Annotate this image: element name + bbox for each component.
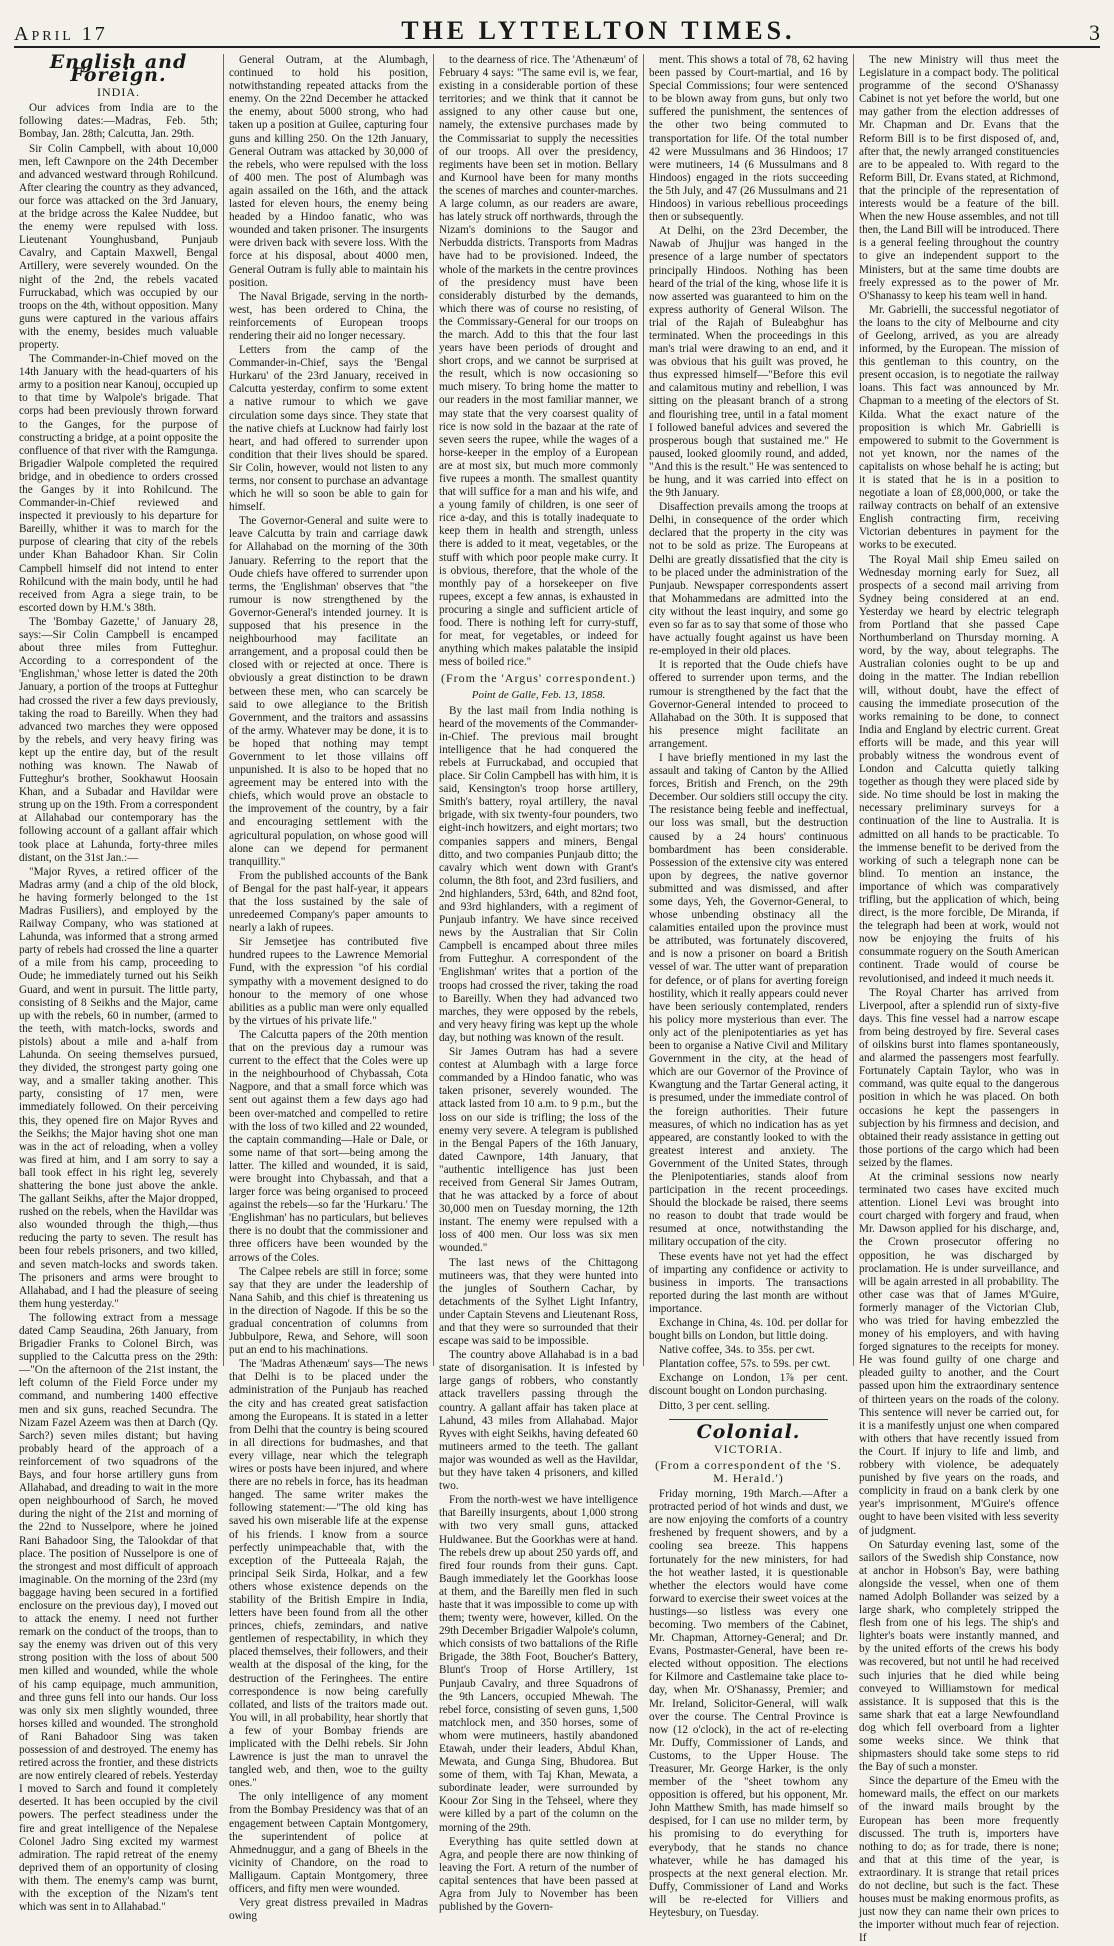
article-paragraph: Mr. Gabrielli, the successful negotiator of the loans to the city of Melbourne and city of Geelong, arrived, as you are already informed, by the European. The mission of this gentleman to this country, on the present occasion, is to negotiate the railway loans. This fact was announced by Mr. Chapman to a meeting of the electors of St. Kilda. What the exact nature of the proposition is which Mr. Gabrielli is empowered to submit to the Government is not yet known, nor the names of the capitalists on whose behalf he is acting; but it is stated that he is in a position to negotiate a loan of £8,000,000, or take the railway contracts on behalf of an extensive English contracting firm, receiving Victorian debentures in payment for the works to be executed. bbox=[859, 303, 1059, 552]
article-paragraph: Exchange in China, 4s. 10d. per dollar for bought bills on London, but little doing. bbox=[649, 1317, 848, 1343]
sub-heading: VICTORIA. bbox=[713, 1441, 784, 1456]
article-paragraph: Disaffection prevails among the troops at Delhi, in consequence of the order which declared that the property in the city was not to be sold as prize. The Europeans at Delhi are greatly dissatisfied that the city is to be placed under the administration of the Punjaub. Newspaper correspondents assert that Mohammedans are admitted into the city without the least inquiry, and some go even so far as to say that some of those who have actually fought against us have been re-employed in their old places. bbox=[649, 501, 848, 658]
article-paragraph: The 'Madras Athenæum' says—The news that Delhi is to be placed under the administration of the Punjaub has reached the city and has created great satisfaction among the Europeans. It is stated in a letter from Delhi that the country is being scoured in all directions for budmashes, and that every village, near which the telegraph wires or posts have been injured, and where there are no rebels in force, has its headman hanged. The same writer makes the following statement:—"The old king has saved his own miserable life at the expense of his friends. I know from a source perfectly unimpeachable that, with the exception of the Putteeala Rajah, the principal Seik Sirda, Holkar, and a few others whose existence depends on the stability of the British Empire in India, letters have been found from all the other princes, chiefs, zemindars, and native gentlemen of respectability, in which they placed themselves, their followers, and their wealth at the disposal of the king, for the destruction of the Feringhees. The entire correspondence is now being carefully collated, and lists of the traitors made out. You will, in all probability, hear shortly that a few of your Bombay friends are implicated with the Delhi rebels. Sir John Lawrence is just the man to unravel the tangled web, and then, woe to the guilty ones." bbox=[229, 1358, 428, 1790]
article-paragraph: "Major Ryves, a retired officer of the Madras army (and a chip of the old block, he having formerly belonged to the 1st Madras Fusiliers), and employed by the Railway Company, who was stationed at Lahunda, was informed that a strong armed party of rebels had crossed the line a quarter of a mile from his camp, proceeding to Oude; he immediately turned out his Seikh Guard, and went in pursuit. The little party, consisting of 8 Seikhs and the Major, came up with the rebels, 60 in number, (armed to the teeth, with match-locks, swords and pistols) about a mile and a-half from Lahunda. On seeing themselves pursued, they divided, the strongest party going one way, and a smaller taking another. This party, consisting of 17 men, were immediately followed. On their perceiving this, they opened fire on Major Ryves and the Seikhs; the Major having shot one man was in the act of reloading, when a volley was fired at him, and I am sorry to say a ball took effect in his right leg, severely shattering the bone just above the ankle. The gallant Seikhs, after the Major dropped, rushed on the rebels, when the Havildar was also wounded through the thigh,—thus reducing the party to seven. The result has been four rebels prisoners, and two killed, and seven match-locks and swords taken. The prisoners and arms were brought to Allahabad, and I had the pleasure of seeing them hung yesterday." bbox=[19, 865, 218, 1310]
article-paragraph: The Governor-General and suite were to leave Calcutta by train and carriage dawk for Allahabad on the morning of the 30th January. Referring to the report that the Oude chiefs have offered to surrender upon terms, the 'Englishman' observes that "the rumour is now strengthened by the Governor-General's intended journey. It is supposed that his presence in the neighbourhood may facilitate an arrangement, and a proposal could then be closed with or rejected at once. There is obviously a great distinction to be drawn between these men, who can scarcely be said to owe allegiance to the British Government, and the traitors and assassins of the army. Whatever may be done, it is to be hoped that nothing may tempt Government to let those villains off unpunished. It is also to be hoped that no agreement may be entered into with the chiefs, which would prove an obstacle to the improvement of the country, by a fair and encouraging settlement with the agricultural population, on whose good will alone can we depend for permanent tranquillity." bbox=[229, 515, 428, 868]
article-paragraph: At the criminal sessions now nearly terminated two cases have excited much attention. Lionel Levi was brought into court charged with forgery and fraud, when Mr. Dawson applied for his discharge, and, the Crown prosecutor offering no opposition, he was discharged by proclamation. He is under surveillance, and will be again arrested in all probability. The other case was that of James M'Guire, formerly manager of the Victorian Club, who was tried for having embezzled the money of his employers, and with having forged signatures to the receipts for money. He was found guilty of one charge and pleaded guilty to another, and the Court passed upon him the extraordinary sentence of thirteen years on the roads of the colony. This sentence will never be carried out, for it is a manifestly unjust one when compared with others that have recently issued from the Court. If injury to life and limb, and robbery with violence, be adequately punished by five years on the roads, and complicity in fraud on a bank clerk by one year's imprisonment, M'Guire's offence ought to have been visited with less severity of judgment. bbox=[859, 1170, 1059, 1537]
article-paragraph: The country above Allahabad is in a bad state of disorganisation. It is infested by large gangs of robbers, who constantly attack travellers passing through the country. A gallant affair has taken place at Lahund, 43 miles from Allahabad. Major Ryves with eight Seikhs, having defeated 60 mutineers armed to the teeth. The gallant major was wounded as well as the Havildar, but they have taken 4 prisoners, and killed two. bbox=[439, 1349, 638, 1493]
article-paragraph: Native coffee, 34s. to 35s. per cwt. bbox=[659, 1344, 815, 1357]
columns bbox=[14, 51, 1100, 1945]
dateline: Point de Galle, Feb. 13, 1858. bbox=[471, 688, 606, 701]
correspondent-line: (From a correspondent of the 'S. M. Herald.') bbox=[655, 1457, 842, 1485]
article-paragraph: The only intelligence of any moment from the Bombay Presidency was that of an engagement between Captain Montgomery, the superintendent of police at Ahmednuggur, and a gang of Bheels in the vicinity of Chandore, on the road to Malligaum. Captain Montgomery, three officers, and fifty men were wounded. bbox=[229, 1791, 428, 1896]
article-paragraph: Ditto, 3 per cent. selling. bbox=[659, 1399, 770, 1412]
article-paragraph: At Delhi, on the 23rd December, the Nawab of Jhujjur was hanged in the presence of a large number of spectators principally Hindoos. Nothing has been heard of the trial of the king, whose life it is now asserted was guaranteed to him on the express authority of General Wilson. The trial of the Rajah of Buleabghur has terminated. When the proceedings in this man's trial were drawing to an end, and it was obvious that his guilt was proved, he thus expressed himself—"Before this evil and calamitous mutiny and rebellion, I was sitting on the pleasant branch of a strong and flourishing tree, until in a fatal moment I followed baneful advices and severed the prosperous bough that sustained me." He paused, looked gloomily round, and added, "And this is the result." He was sentenced to be hung, and it was carried into effect on the 9th January. bbox=[649, 225, 848, 500]
correspondent-line: (From the 'Argus' correspondent.) bbox=[440, 671, 637, 686]
article-paragraph: to the dearness of rice. The 'Athenæum' of February 4 says: "The same evil is, we fear, existing in a considerable portion of these territories; and we think that it cannot be assigned to any other cause but one, namely, the extensive purchases made by the Commissariat to supply the necessities of our troops. All over the presidency, regiments have been set in motion. Bellary and Kurnool have been for many months the scenes of marches and counter-marches. A large column, as our readers are aware, has lately struck off northwards, through the Nizam's dominions to the Saugor and Nerbudda districts. Transports from Madras have had to be provisioned. Indeed, the whole of the markets in the centre provinces of the presidency must have been considerably disturbed by the demands, which there was of course no resisting, of the Commissary-General for our troops on the march. Add to this that the four last years have been periods of drought and short crops, and we cannot be surprised at the result, which is now occasioning so much misery. To bring home the matter to our readers in the most familiar manner, we may state that the very coarsest quality of rice is now sold in the bazaar at the rate of seven seers the rupee, while the wages of a horse-keeper in the employ of a European are at most six, but much more commonly five rupees a month. The smallest quantity that will suffice for a man and his wife, and a young family of children, is one seer of rice a-day, and this is totally inadequate to keep them in health and strength, unless there is added to it meat, vegetables, or the stuff with which poor people make curry. It is obvious, therefore, that the whole of the monthly pay of a horsekeeper on five rupees, except a few annas, is exhausted in procuring a single and sufficient article of food. There is nothing left for curry-stuff, for meat, for vegetables, or indeed for anything which makes palatable the insipid mess of boiled rice." bbox=[439, 54, 638, 669]
article-paragraph: General Outram, at the Alumbagh, continued to hold his position, notwithstanding repeated attacks from the enemy. On the 22nd December he attacked the enemy, about 5000 strong, who had taken up a position at Guilee, capturing four guns and killing 250. On the 12th January, General Outram was attacked by 30,000 of the rebels, who were repulsed with the loss of 400 men. The post of Alumbagh was again assailed on the 16th, and the attack lasted for eleven hours, the enemy being headed by a Hindoo fanatic, who was wounded and taken prisoner. The insurgents were driven back with severe loss. With the force at his disposal, about 4000 men, General Outram is fully able to maintain his position. bbox=[229, 54, 428, 289]
article-paragraph: The Royal Charter has arrived from Liverpool, after a splendid run of sixty-five days. This fine vessel had a narrow escape from being destroyed by fire. Several cases of oilskins burst into flames spontaneously, and alarmed the passengers most fearfully. Fortunately Captain Taylor, who was in command, was quite equal to the dangerous position in which he was placed. On both occasions he kept the passengers in subjection by his firmness and decision, and obtained their ready assistance in getting out those portions of the cargo which had been seized by the flames. bbox=[859, 986, 1059, 1169]
sub-heading: INDIA. bbox=[97, 85, 140, 100]
article-paragraph: The new Ministry will thus meet the Legislature in a compact body. The political programme of the second O'Shanassy Cabinet is not yet before the world, but one may gather from the election addresses of Mr. Chapman and Dr. Evans that the Reform Bill is to be first disposed of, and, after that, the newly arranged constituencies are to be appealed to. With regard to the Reform Bill, Dr. Evans stated, at Richmond, that the principle of the representation of interests would be a feature of the bill. When the new House assembles, and not till then, the Land Bill will be introduced. There is a general feeling throughout the country to give an independent support to the Ministers, but at the same time doubts are freely expressed as to the power of Mr. O'Shanassy to keep his team well in hand. bbox=[859, 54, 1059, 302]
article-paragraph: Plantation coffee, 57s. to 59s. per cwt. bbox=[659, 1358, 831, 1371]
article-paragraph: The following extract from a message dated Camp Seaudina, 26th January, from Brigadier Franks to Colonel Birch, was supplied to the Calcutta press on the 29th:—"On the afternoon of the 21st instant, the left column of the Field Force under my command, and numbering 1400 effective men and six guns, reached Secundra. The Nizam Fazel Azeem was then at Darch (Qy. Sarch?) seven miles distant; but having probably heard of the approach of a reinforcement of two squadrons of the Bays, and four horse artillery guns from Allahabad, and dreading to wait in the more open neighbourhood of Sarch, he moved during the night of the 21st and morning of the 22nd to Nusselpore, where he joined Rani Bahadoor Sing, the Talookdar of that place. The position of Nusselpore is one of the strongest and most difficult of approach imaginable. On the morning of the 23rd (my baggage having been secured in a fortified enclosure on the previous day), I moved out to attack the enemy. I need not further remark on the conduct of the troops, than to say the enemy was driven out of this very strong position with the loss of about 500 men killed and wounded, while the whole of his camp equipage, much ammunition, and three guns fell into our hands. Our loss was only six men slightly wounded, three horses killed and wounded. The stronghold of Rani Bahadoor Sing was taken possession of and destroyed. The enemy has retired across the frontier, and these districts are now entirely cleared of rebels. Yesterday I moved to Sarch and found it completely deserted. It has been occupied by the civil powers. The perfect steadiness under the fire and great intelligence of the Nepalese Colonel Jadro Sing excited my warmest admiration. The rapid retreat of the enemy deprived them of an opportunity of closing with them. The enemy's camp was burnt, with the exception of the Nizam's tent which was sent in to Allahabad." bbox=[19, 1311, 218, 1914]
article-paragraph: Sir Jemsetjee has contributed five hundred rupees to the Lawrence Memorial Fund, with the expression "of his cordial sympathy with a movement designed to do honour to the memory of one whose abilities as a public man were only equalled by the virtues of his private life." bbox=[229, 936, 428, 1027]
article-paragraph: Letters from the camp of the Commander-in-Chief, says the 'Bengal Hurkaru' of the 23rd January, received in Calcutta yesterday, confirm to some extent a native rumour to which we gave circulation some days since. They state that the native chiefs at Lucknow had fairly lost heart, and had offered to surrender upon condition that their lives should be spared. Sir Colin, however, would not listen to any terms, nor consent to purchase an advantage which he will so soon be able to gain for himself. bbox=[229, 344, 428, 514]
page-number: 3 bbox=[1088, 20, 1100, 45]
article-paragraph: The Naval Brigade, serving in the north-west, has been ordered to China, the reinforcements of European troops rendering their aid no longer necessary. bbox=[229, 290, 428, 342]
article-paragraph: Very great distress prevailed in Madras owing bbox=[229, 1897, 428, 1923]
article-paragraph: From the north-west we have intelligence that Bareilly insurgents, about 1,000 strong with two very small guns, attacked Huldwanee. But the Goorkhas were at hand. The rebels drew up about 250 yards off, and fired four rounds from their guns. Capt. Baugh immediately let the Goorkhas loose at them, and the Bareilly men fled in such haste that it was impossible to come up with them; twenty were, however, killed. On the 29th December Brigadier Walpole's column, which consists of two battalions of the Rifle Brigade, the 38th Foot, Boucher's Battery, Blunt's Troop of Horse Artillery, 1st Punjaub Cavalry, and three Squadrons of the 9th Lancers, occupied Mhewah. The rebel force, consisting of seven guns, 1,500 matchlock men, and 350 horses, some of whom were mutineers, hastily abandoned Etawah, under their leaders, Abdul Khan, Mewata, and Gunga Sing, Bhudorea. But some of them, with Taj Khan, Mewata, a subordinate leader, were surrounded by Koour Zor Sing in the Tehseel, where they were killed by a part of the column on the morning of the 29th. bbox=[439, 1494, 638, 1834]
divider bbox=[669, 1419, 828, 1420]
article-paragraph: The Calcutta papers of the 20th mention that on the previous day a rumour was current to the effect that the Coles were up in the neighbourhood of Chybassah, Cota Nagpore, and that a small force which was sent out against them a few days ago had been over-matched and compelled to retire with the loss of two killed and 22 wounded, the captain commanding—Hale or Dale, or some name of that sort—being among the latter. The killed and wounded, it is said, were brought into Chybassah, and that a larger force was being organised to proceed against the rebels—so far the 'Hurkaru.' The 'Englishman' has no particulars, but believes there is no doubt that the commissioner and three officers have been wounded by the arrows of the Coles. bbox=[229, 1028, 428, 1264]
article-paragraph: I have briefly mentioned in my last the assault and taking of Canton by the Allied forces, British and French, on the 29th December. Our soldiers still occupy the city. The resistance being feeble and ineffectual, our loss was small, but the destruction caused by a 24 hours' continuous bombardment has been considerable. Possession of the extensive city was entered upon by degrees, the native governor submitted and was dismissed, and after some days, Yeh, the Governor-General, to whose unbending obstinacy all the calamities entailed upon the province must be attributed, was fortunately discovered, and is now a prisoner on board a British vessel of war. The utter want of preparation for defence, or of plans for averting foreign hostility, which it really appears could never have been seriously contemplated, renders his policy more mysterious than ever. The only act of the plenipotentiaries as yet has been to organise a Native Civil and Military Government in the city, at the head of which are our Governor of the Province of Kwangtung and the Tartar General acting, it is presumed, under the immediate control of the foreign authorities. Their future measures, of which no indication has as yet appeared, are constantly looked to with the greatest interest and anxiety. The Government of the United States, through the Plenipotentiaries, stands aloof from participation in the recent proceedings. Should the blockade be raised, there seems no reason to doubt that trade would be resumed at once, notwithstanding the military occupation of the city. bbox=[649, 751, 848, 1249]
article-paragraph: Our advices from India are to the following dates:—Madras, Feb. 5th; Bombay, Jan. 28th; Calcutta, Jan. 29th. bbox=[19, 102, 218, 141]
article-paragraph: Friday morning, 19th March.—After a protracted period of hot winds and dust, we are now enjoying the comforts of a country freshened by frequent showers, and by a cooling sea breeze. This happens fortunately for the new ministers, for had the hot weather lasted, it is questionable whether the electors would have come forward to exercise their sweet voices at the hustings—so listless was every one becoming. Two members of the Cabinet, Mr. Chapman, Attorney-General; and Dr. Evans, Postmaster-General, have been re-elected without opposition. The elections for Kilmore and Castlemaine take place to-day, when Mr. O'Shanassy, Premier; and Mr. Ireland, Solicitor-General, will walk over the course. The Central Province is now (12 o'clock), in the act of re-electing Mr. Duffy, Commissioner of Lands, and Customs, to the Upper House. The Treasurer, Mr. George Harker, is the only member of the "sheet towhom any opposition is offered, but his opponent, Mr. John Matthew Smith, has made himself so despised, for I can use no milder term, by his promising to do everything for everybody, that he stands no chance whatever, while he has damaged his prospects at the next general election. Mr. Duffy, Commissioner of Land and Works will be re-elected for Villiers and Heytesbury, on Tuesday. bbox=[649, 1488, 848, 1920]
column-1 bbox=[14, 51, 224, 1914]
article-paragraph: Since the departure of the Emeu with the homeward mails, the effect on our markets of the inward mails brought by the European has been more frequently discussed. The truth is, importers have nothing to do; as for trade, there is none; and that at this time of the year, is extraordinary. It is strange that retail prices do not decline, but such is the fact. These houses must be making enormous profits, as just now they can name their own prices to the importer without much fear of rejection. If bbox=[859, 1775, 1059, 1945]
article-paragraph: The Calpee rebels are still in force; some say that they are under the leadership of Nana Sahib, and this chief is threatening us in the direction of Nagode. If this be so the gradual concentration of columns from Jubbulpore, Rewa, and Sehore, will soon put an end to his machinations. bbox=[229, 1265, 428, 1357]
column-3 bbox=[434, 54, 644, 1914]
column-2 bbox=[224, 54, 434, 1923]
article-paragraph: These events have not yet had the effect of imparting any confidence or activity to business in imports. The transactions reported during the last month are without importance. bbox=[649, 1250, 848, 1315]
article-paragraph: By the last mail from India nothing is heard of the movements of the Commander-in-Chief. The previous mail brought intelligence that he had conquered the rebels at Furruckabad, and occupied that place. Sir Colin Campbell has with him, it is said, Kensington's troop horse artillery, Smith's battery, royal artillery, the naval brigade, with six twenty-four pounders, two eight-inch howitzers, and eight mortars; two companies sappers and miners, Bengal ditto, and two companies Punjaub ditto; the cavalry which went down with Grant's column, the 8th foot, and 23rd fusiliers, and 2nd highlanders, 53rd, 64th, and 82nd foot, and 93rd highlanders, with a regiment of Punjaub infantry. We have since received news by the Australian that Sir Colin Campbell is encamped about three miles from Futteghur. A correspondent of the 'Englishman' writes that a portion of the troops had crossed the river, taking the road to Bareilly. When they had advanced two marches, they were opposed by the rebels, and very heavy firing was kept up the whole day, but nothing was known of the result. bbox=[439, 704, 638, 1044]
column-4 bbox=[644, 54, 854, 1920]
article-paragraph: Exchange on London, 1⅞ per cent. discount bought on London purchasing. bbox=[649, 1372, 848, 1398]
article-paragraph: The Royal Mail ship Emeu sailed on Wednesday morning early for Suez, all prospects of a second mail arriving from Sydney being considered at an end. Yesterday we heard by electric telegraph from Portland that she passed Cape Northumberland on Thursday morning. A word, by the way, about telegraphs. The Australian colonies ought to be up and doing in the matter. The Indian rebellion will, without doubt, have the effect of causing the immediate prosecution of the works remaining to be done, to connect India and England by electric current. Great efforts will be made, and this year will probably witness the wondrous event of London and Calcutta quietly talking together as though they were placed side by side. No time should be lost in making the necessary preliminary surveys for a continuation of the line to Australia. It is admitted on all hands to be practicable. To the immense benefit to be derived from the working of such a telegraph none can be blind. To mention an instance, the importance of which was comparatively trifling, but the application of which, being direct, is the more forcible, De Miranda, if the telegraph had been at work, would not now be enjoying the fruits of his consummate roguery on the South American continent. Trade would of course be revolutionised, and indeed it much needs it. bbox=[859, 553, 1059, 985]
article-paragraph: On Saturday evening last, some of the sailors of the Swedish ship Constance, now at anchor in Hobson's Bay, were bathing alongside the vessel, when one of them named Adolph Bollander was seized by a large shark, who completely stripped the flesh from one of his legs. The ship's and lighter's boats were instantly manned, and by the united efforts of the crews his body was recovered, but not until he had received such injuries that he died while being conveyed to Williamstown for medical assistance. It is supposed that this is the same shark that eat a large Newfoundland dog which fell overboard from a lighter some weeks since. We think that shipmasters should take some steps to rid the Bay of such a monster. bbox=[859, 1538, 1059, 1774]
article-paragraph: The Commander-in-Chief moved on the 14th January with the head-quarters of his army to a position near Kanouj, occupied up to that time by Walpole's brigade. That corps had been previously thrown forward to the Ganges, for the purpose of constructing a bridge, at a point opposite the confluence of that river with the Ramgunga. Brigadier Walpole completed the required bridge, and in obedience to orders crossed the Ganges by it into Rohilcund. The Commander-in-Chief reviewed and inspected it previously to his departure for Bareilly, whither it was to march for the purpose of clearing that city of the rebels under Khan Bahadoor Khan. Sir Colin Campbell himself did not intend to enter Rohilcund with the main body, until he had received from Agra a siege train, to be escorted down by H.M.'s 38th. bbox=[19, 353, 218, 614]
section-heading: Colonial. bbox=[696, 1420, 801, 1443]
article-paragraph: ment. This shows a total of 78, 62 having been passed by Court-martial, and 16 by Special Commissions; four were sentenced to be blown away from guns, but only two suffered the punishment, the sentences of the other two being commuted to transportation for life. Of the total number 42 were Mussulmans and 36 Hindoos; 17 were mutineers, 14 (6 Mussulmans and 8 Hindoos) engaged in the riots succeeding the 5th July, and 47 (26 Mussulmans and 21 Hindoos) in various rebellious proceedings then or subsequently. bbox=[649, 54, 848, 224]
article-paragraph: Sir James Outram has had a severe contest at Alumbagh with a large force commanded by a Hindoo fanatic, who was taken prisoner, severely wounded. The attack lasted from 10 a.m. to 9 p.m., but the loss on our side is trifling; the loss of the enemy very severe. A telegram is published in the Bengal Papers of the 16th January, dated Cawnpore, 14th January, that "authentic intelligence has just been received from General Sir James Outram, that he was attacked by a force of about 30,000 men on Tuesday morning, the 12th instant. The enemy were repulsed with a loss of 400 men. Our loss was six men wounded." bbox=[439, 1046, 638, 1255]
masthead bbox=[14, 8, 1100, 48]
article-paragraph: It is reported that the Oude chiefs have offered to surrender upon terms, and the rumour is strengthened by the fact that the Governor-General intended to proceed to Allahabad on the 30th. It is supposed that his presence might facilitate an arrangement. bbox=[649, 659, 848, 750]
article-paragraph: From the published accounts of the Bank of Bengal for the past half-year, it appears that the loss sustained by the sale of unredeemed Company's paper amounts to nearly a lakh of rupees. bbox=[229, 869, 428, 935]
column-5 bbox=[854, 54, 1064, 1945]
article-paragraph: Everything has quite settled down at Agra, and people there are now thinking of leaving the Fort. A return of the number of capital sentences that have been passed at Agra from July to November has been published by the Govern- bbox=[439, 1835, 638, 1914]
issue-date: April 17 bbox=[14, 23, 108, 45]
section-heading: English and Foreign. bbox=[49, 51, 188, 87]
newspaper-title: THE LYTTELTON TIMES. bbox=[401, 16, 796, 45]
article-paragraph: The last news of the Chittagong mutineers was, that they were hunted into the jungles of Southern Cachar, by detachments of the Sylhet Light Infantry, under Captain Stevens and Lieutenant Ross, and that they were so surrounded that their escape was said to be impossible. bbox=[439, 1256, 638, 1348]
article-paragraph: The 'Bombay Gazette,' of January 28, says:—Sir Colin Campbell is encamped about three miles from Futteghur. According to a correspondent of the 'Englishman,' whose letter is dated the 20th January, a portion of the troops at Futteghur had crossed the river a few days previously, taking the road to Bareilly. When they had advanced two marches they were opposed by the rebels, and very heavy firing was kept up the entire day, but of the result nothing was known. The Nawab of Futteghur's brother, Sookhawut Hoosain Khan, and a Subadar and Havildar were strung up on the 19th. From a correspondent at Allahabad our contemporary has the following account of a gallant affair which took place at Lahunda, forty-three miles distant, on the 31st Jan.:— bbox=[19, 615, 218, 864]
article-paragraph: Sir Colin Campbell, with about 10,000 men, left Cawnpore on the 24th December and advanced westward through Rohilcund. After clearing the country as they advanced, our force was attacked on the 3rd January, at the bridge across the Kalee Nuddee, but the enemy were repulsed with loss. Lieutenant Younghusband, Punjaub Cavalry, and Captain Maxwell, Bengal Artillery, were severely wounded. On the night of the 2nd, the rebels vacated Furruckabad, which was occupied by our troops on the 4th, without opposition. Many guns were captured in the various affairs with the enemy, besides much valuable property. bbox=[19, 142, 218, 351]
